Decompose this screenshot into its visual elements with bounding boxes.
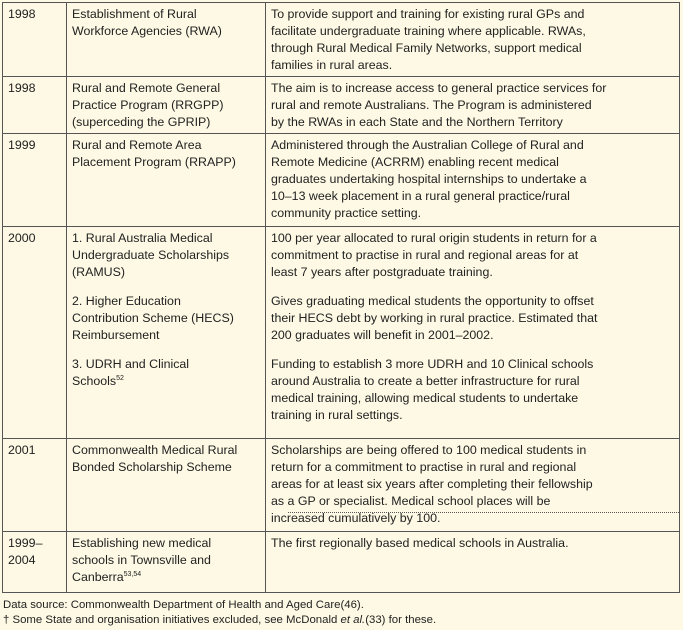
desc-line: Scholarships are being offered to 100 medical students in [271,443,587,457]
program-line: Establishing new medical [72,536,212,550]
description-cell [266,532,680,593]
desc-line: as a GP or specialist. Medical school places will be [271,494,551,508]
program-line: Reimbursement [72,328,160,342]
program-line: Establishment of Rural [72,7,197,21]
desc-line: through Rural Medical Family Networks, support medical [271,41,582,55]
year-cell [3,532,67,593]
table-row [3,439,680,532]
data-source-note [3,598,364,612]
desc-line: To provide support and training for existing rural GPs and [271,7,585,21]
year-text: 2001 [8,443,36,457]
desc-line: by the RWAs in each State and the Northern Territory [271,115,563,129]
program-line [72,569,260,586]
year-text: 1998 [8,7,36,21]
program-cell [67,532,266,593]
reference-superscript: 52 [116,375,124,382]
description-cell [266,77,680,134]
program-line: Rural and Remote Area [72,138,202,152]
desc-line: community practice setting. [271,206,422,220]
table-row [3,77,680,134]
year-cell [3,77,67,134]
desc-line: graduates undertaking hospital internships to undertake a [271,172,587,186]
desc-line: areas for at least six years after completing their fellowship [271,477,593,491]
desc-line: 200 graduates will benefit in 2001–2002. [271,328,494,342]
desc-line: increased cumulatively by 100. [271,511,441,525]
program-line: (RAMUS) [72,265,125,279]
program-line: Commonwealth Medical Rural [72,443,238,457]
footnote-text: (33) for these. [365,614,437,626]
program-line [72,373,260,390]
desc-line: The aim is to increase access to general practice services for [271,81,607,95]
desc-line: training in rural settings. [271,408,403,422]
year-text: 1998 [8,81,36,95]
table-row [3,134,680,227]
program-line: Undergraduate Scholarships [72,248,230,262]
table-row [3,227,680,439]
description-cell [266,3,680,77]
program-cell [67,134,266,227]
dotted-rule [288,512,679,513]
program-line: Bonded Scholarship Scheme [72,460,232,474]
desc-line: Administered through the Australian College of Rural and [271,138,584,152]
initiatives-table [2,2,680,593]
program-line: Rural and Remote General [72,81,221,95]
desc-line: around Australia to create a better infrastructure for rural [271,374,580,388]
desc-line: 10–13 week placement in a rural general practice/rural [271,189,570,203]
year-text: 1999– [8,536,43,550]
reference-superscript: 53,54 [123,571,142,578]
desc-line: Funding to establish 3 more UDRH and 10 Clinical schools [271,357,594,371]
description-cell [266,439,680,532]
program-line: Contribution Scheme (HECS) [72,311,234,325]
program-line: Placement Program (RRAPP) [72,155,236,169]
description-cell [266,227,680,439]
year-text: 1999 [8,138,36,152]
program-line: schools in Townsville and [72,553,211,567]
program-line: 3. UDRH and Clinical [72,357,190,371]
table-row [3,3,680,77]
dagger-footnote [3,613,436,627]
year-text: 2004 [8,553,36,567]
desc-line: their HECS debt by working in rural practice. Estimated that [271,311,598,325]
desc-line: families in rural areas. [271,58,393,72]
program-line: Workforce Agencies (RWA) [72,24,222,38]
year-cell [3,439,67,532]
program-cell [67,3,266,77]
year-cell [3,3,67,77]
desc-line: rural and remote Australians. The Program is administered [271,98,592,112]
program-line: 1. Rural Australia Medical [72,231,213,245]
year-cell [3,227,67,439]
program-cell [67,77,266,134]
year-text: 2000 [8,231,36,245]
footnote-italic: et al. [340,614,366,626]
desc-line: return for a commitment to practise in rural and regional [271,460,577,474]
program-cell [67,227,266,439]
program-line: 2. Higher Education [72,294,181,308]
desc-line: Remote Medicine (ACRRM) enabling recent medical [271,155,559,169]
desc-line: Gives graduating medical students the opportunity to offset [271,294,594,308]
year-cell [3,134,67,227]
table-row [3,532,680,593]
desc-line: The first regionally based medical schools in Australia. [271,536,569,550]
program-line: (superceding the GPRIP) [72,115,211,129]
program-line: Practice Program (RRGPP) [72,98,224,112]
desc-line: 100 per year allocated to rural origin students in return for a [271,231,597,245]
desc-line: facilitate undergraduate training where applicable. RWAs, [271,24,586,38]
footnote-text: † Some State and organisation initiatives excluded, see McDonald [3,614,341,626]
desc-line: least 7 years after postgraduate training. [271,265,493,279]
desc-line: commitment to practise in rural and regional areas for at [271,248,579,262]
program-cell [67,439,266,532]
program-line-text: Canberra [72,570,124,584]
program-line-text: Schools [72,374,117,388]
data-source-text: Data source: Commonwealth Department of Health and Aged Care(46). [3,599,364,611]
desc-line: medical training, allowing medical students to undertake [271,391,579,405]
description-cell [266,134,680,227]
